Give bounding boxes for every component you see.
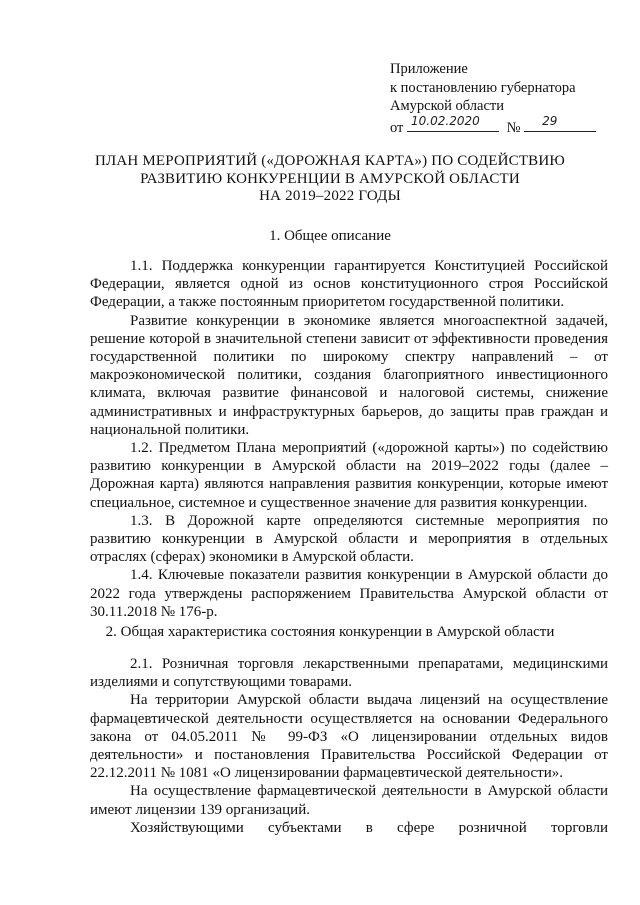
paragraph: 2.1. Розничная торговля лекарственными препаратами, медицинскими изделиями и сопутствующими товарами. xyxy=(90,656,608,691)
from-label: от xyxy=(390,119,404,136)
title-line-1: ПЛАН МЕРОПРИЯТИЙ («ДОРОЖНАЯ КАРТА») ПО СОДЕЙСТВИЮ xyxy=(94,153,566,169)
paragraph: На территории Амурской области выдача лицензий на осуществление фармацевтической деятельности осуществляется на основании Федерального закона от 04.05.2011 № 99-ФЗ «О лицензировании отдельных видов деятельности» и постановления Правительства Российской Федерации от 22.12.2011 № 1081 «О лицензировании фармацевтической деятельности». xyxy=(90,692,608,782)
paragraph: Развитие конкуренции в экономике является многоаспектной задачей, решение которой в значительной степени зависит от эффективности проведения государственной политики по широкому спектру направлений – от макроэкономической политики, создания благоприятного инвестиционного климата, включая развитие финансовой и налоговой системы, снижение административных и инфраструктурных барьеров, до защиты прав граждан и национальной политики. xyxy=(90,312,608,438)
handwritten-number: 29 xyxy=(542,114,558,128)
appendix-block xyxy=(390,60,596,137)
section-1-heading: 1. Общее описание xyxy=(269,228,391,244)
paragraph: Хозяйствующими субъектами в сфере розничной торговли xyxy=(130,819,608,836)
number-field xyxy=(524,116,596,132)
section-2-body xyxy=(90,655,608,837)
section-2-heading: 2. Общая характеристика состояния конкуренции в Амурской области xyxy=(105,624,555,640)
appendix-line-2: к постановлению губернатора xyxy=(390,79,576,96)
document-title xyxy=(60,153,600,206)
appendix-line-1: Приложение xyxy=(390,61,468,77)
appendix-line-3: Амурской области xyxy=(390,98,504,114)
date-field xyxy=(407,116,499,132)
appendix-date-line xyxy=(390,116,596,138)
paragraph: На осуществление фармацевтической деятельности в Амурской области имеют лицензии 139 организаций. xyxy=(90,783,608,818)
paragraph: 1.4. Ключевые показатели развития конкуренции в Амурской области до 2022 года утверждены распоряжением Правительства Амурской области от 30.11.2018 № 176-р. xyxy=(90,567,608,620)
paragraph: 1.3. В Дорожной карте определяются системные мероприятия по развитию конкуренции в Амурской области и мероприятия в отдельных отраслях (сферах) экономики в Амурской области. xyxy=(90,512,608,566)
paragraph: 1.1. Поддержка конкуренции гарантируется Конституцией Российской Федерации, является одной из основ конституционного строя Российской Федерации, а также постоянным приоритетом государственной политики. xyxy=(90,258,608,311)
handwritten-date: 10.02.2020 xyxy=(411,114,480,128)
title-line-3: НА 2019–2022 ГОДЫ xyxy=(259,188,401,204)
section-1-body xyxy=(90,257,608,621)
paragraph: 1.2. Предметом Плана мероприятий («дорожной карты») по содействию развитию конкуренции в Амурской области на 2019–2022 годы (далее – Дорожная карта) являются направления развития конкуренции, которые имеют специальное, системное и существенное значение для развития конкуренции. xyxy=(90,440,608,511)
title-line-2: РАЗВИТИЮ КОНКУРЕНЦИИ В АМУРСКОЙ ОБЛАСТИ xyxy=(140,170,520,187)
number-label: № xyxy=(506,119,521,136)
